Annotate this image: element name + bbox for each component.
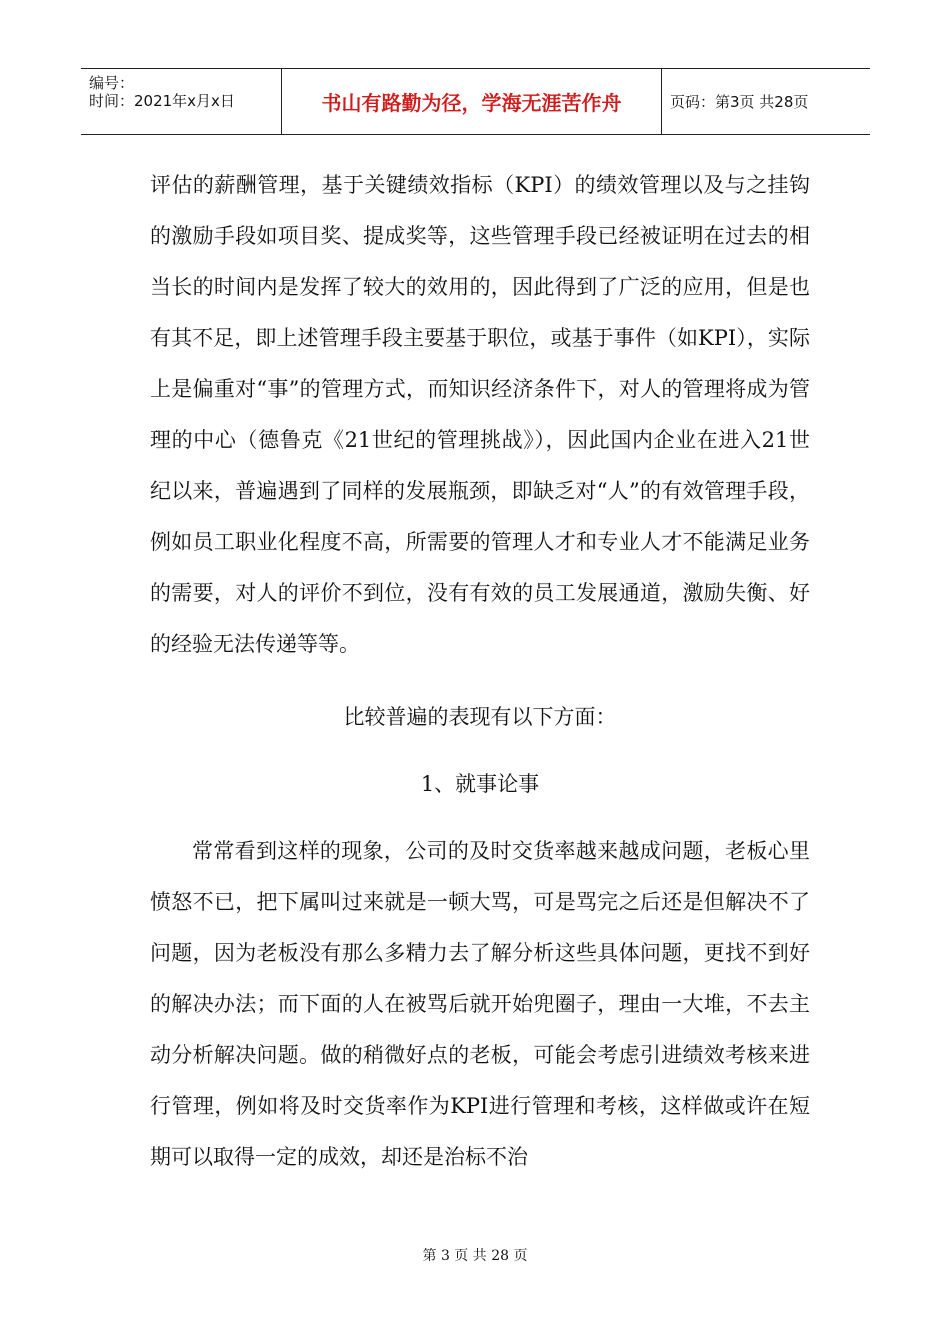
document-body (150, 160, 810, 1183)
page-header (81, 68, 870, 135)
header-page-info: 页码：第3页 共28页 (670, 93, 809, 111)
document-number-label: 编号： (89, 74, 135, 92)
header-motto: 书山有路勤为径，学海无涯苦作舟 (282, 69, 662, 134)
section-heading-1: 1、就事论事 (420, 772, 540, 796)
header-meta (81, 69, 282, 134)
page-footer: 第 3 页 共 28 页 (422, 1248, 528, 1264)
body-paragraph-1: 评估的薪酬管理，基于关键绩效指标（KPI）的绩效管理以及与之挂钩的激励手段如项目奖、提成奖等，这些管理手段已经被证明在过去的相当长的时间内是发挥了较大的效用的，因此得到了广泛的应用，但是也有其不足，即上述管理手段主要基于职位，或基于事件（如KPI），实际上是偏重对“事”的管理方式，而知识经济条件下，对人的管理将成为管理的中心（德鲁克《21世纪的管理挑战》），因此国内企业在进入21世纪以来，普遍遇到了同样的发展瓶颈，即缺乏对“人”的有效管理手段，例如员工职业化程度不高，所需要的管理人才和专业人才不能满足业务的需要，对人的评价不到位，没有有效的员工发展通道，激励失衡、好的经验无法传递等等。 (150, 173, 810, 656)
body-intro-line: 比较普遍的表现有以下方面： (343, 705, 617, 729)
body-paragraph-2: 常常看到这样的现象，公司的及时交货率越来越成问题，老板心里愤怒不已，把下属叫过来就是一顿大骂，可是骂完之后还是但解决不了问题，因为老板没有那么多精力去了解分析这些具体问题，更找不到好的解决办法；而下面的人在被骂后就开始兜圈子，理由一大堆，不去主动分析解决问题。做的稍微好点的老板，可能会考虑引进绩效考核来进行管理，例如将及时交货率作为KPI进行管理和考核，这样做或许在短期可以取得一定的成效，却还是治标不治 (150, 839, 810, 1169)
document-time-label: 时间：2021年x月x日 (89, 92, 235, 110)
